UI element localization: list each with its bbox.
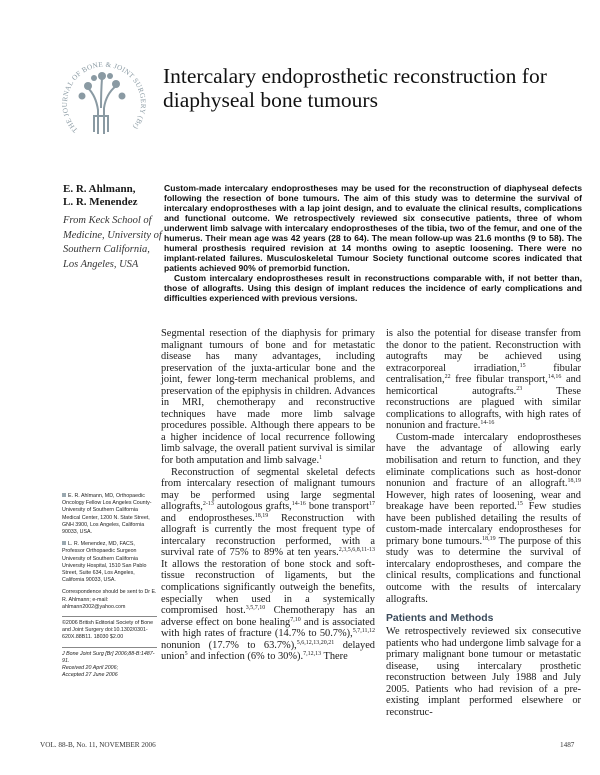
reference-superscript: 18,19 xyxy=(567,478,581,485)
bullet-square-icon xyxy=(62,493,66,497)
article-title: Intercalary endoprosthetic reconstruction for diaphyseal bone tumours xyxy=(163,64,547,112)
author-note: E. R. Ahlmann, MD, Orthopaedic Oncology Fellow Los Angeles County-University of Southern California Medical Center, 1200 N. State Street, GNH 3900, Los Angeles, California 90033, USA. xyxy=(62,493,152,536)
section-heading: Patients and Methods xyxy=(386,613,494,625)
accepted-date: Accepted 27 June 2006 xyxy=(62,672,118,679)
body-paragraph: We retrospectively reviewed six consecutive patients who had undergone limb salvage for a primary malignant bone tumour or metastatic disease, using intercalary prosthetic reconstruction between July 1988 and July 2005. Patients who had revision of a pre-existing implant performed elsewhere or reconstruc- xyxy=(386,626,581,718)
body-column-left xyxy=(161,328,375,663)
reference-superscript: 7,12,13 xyxy=(303,651,322,658)
reference-superscript: 2-13 xyxy=(202,501,214,508)
author-name: L. R. Menendez xyxy=(63,196,138,208)
reference-superscript: 15 xyxy=(516,501,523,508)
reference-superscript: 14,16 xyxy=(547,374,562,381)
body-column-right xyxy=(386,328,581,719)
body-paragraph: Segmental resection of the diaphysis for primary malignant tumours of bone and for metastatic disease has many advantages, including preservation of the juxta-articular bone and the joint, fewer long-term mechanical problems, and preservation of the epiphysis in children. Advances in MRI, chemotherapy and reconstructive techniques have made more limb salvage procedures possible. Although there appears to be a higher incidence of local recurrence following limb salvage, the overall patient survival is similar for both amputation and limb salvage.$^1$ xyxy=(161,328,375,467)
author-notes xyxy=(62,493,157,679)
reference-superscript: 3,5,7,10 xyxy=(245,605,266,612)
citation: J Bone Joint Surg [Br] 2006;88-B:1487-91. xyxy=(62,650,155,664)
abstract-paragraph: Custom intercalary endoprostheses result in reconstructions comparable with, if not better than, those of allografts. Using this design of implant reduces the incidence of early complications and difficulties experienced with previous versions. xyxy=(164,273,582,303)
reference-superscript: 7,10 xyxy=(290,616,301,623)
abstract-paragraph: Custom-made intercalary endoprostheses may be used for the reconstruction of diaphyseal defects following the resection of bone tumours. The aim of this study was to determine the survival of intercalary endoprostheses with a lap joint design, and to evaluate the clinical results, complications and functional outcome. We retrospectively reviewed six consecutive patients, three of whom underwent limb salvage with intercalary endoprostheses of the tibia, two of the femur, and one of the humerus. Their mean age was 42 years (28 to 64). The mean follow-up was 21.6 months (9 to 58). The humeral prosthesis required revision at 14 months owing to aseptic loosening. There were no implant-related failures. Musculoskeletal Tumour Society functional outcome scores indicated that patients achieved 90% of premorbid function. xyxy=(164,183,582,273)
received-date: Received 20 April 2006; xyxy=(62,665,119,672)
reference-superscript: 14-16 xyxy=(291,501,306,508)
reference-superscript: 15 xyxy=(519,362,526,369)
reference-superscript: 2,3,5,6,8,11-13 xyxy=(338,547,375,554)
author-name: E. R. Ahlmann, xyxy=(63,183,136,195)
reference-superscript: 17 xyxy=(369,501,375,508)
reference-superscript: 22 xyxy=(444,374,451,381)
journal-logo xyxy=(58,52,148,142)
reference-superscript: 5,7,11,12 xyxy=(352,628,375,635)
footer-volume: VOL. 88-B, No. 11, NOVEMBER 2006 xyxy=(40,741,156,749)
page-number: 1487 xyxy=(560,741,575,749)
reference-superscript: 14-16 xyxy=(480,420,495,427)
reference-superscript: 5 xyxy=(184,651,188,658)
copyright-note: ©2006 British Editorial Society of Bone and Joint Surgery doi:10.1302/0301-620X.88B11. 18030 $2.00 xyxy=(62,616,157,642)
reference-superscript: 18,19 xyxy=(254,512,269,519)
reference-superscript: 23 xyxy=(516,385,523,392)
correspondence-note: Correspondence should be sent to Dr E. R. Ahlmann; e-mail: ahlmann2002@yahoo.com xyxy=(62,589,157,610)
reference-superscript: 1 xyxy=(319,455,323,462)
abstract xyxy=(164,183,582,303)
author-note: L. R. Menendez, MD, FACS, Professor Orthopaedic Surgeon University of Southern California University Hospital, 1510 San Pablo Street, Suite 634, Los Angeles, California 90033, USA. xyxy=(62,541,147,584)
body-paragraph: is also the potential for disease transfer from the donor to the patient. Reconstruction with autografts may be achieved using extracorporeal irradiation,$^{15}$ fibular centralisation,$^{22}$ free fibular transport,$^{14,16}$ and hemicortical autografts.$^{23}$ These reconstructions are plagued with similar complications to allografts, with high rates of nonunion and fracture.$^{14-16}$ xyxy=(386,328,582,432)
reference-superscript: 18,19 xyxy=(482,535,496,542)
author-list xyxy=(63,183,163,209)
affiliation: From Keck School of Medicine, University of Southern California, Los Angeles, USA xyxy=(63,215,162,270)
body-paragraph: Custom-made intercalary endoprostheses have the advantage of allowing early mobilisation and return to function, and they eliminate complications such as host-donor nonunion and fracture of an allograft.$^{18,19}$ However, high rates of loosening, wear and breakage have been reported.$^{15}$ Few studies have been published detailing the results of custom-made intercalary endoprostheses for primary bone tumours.$^{18,19}$ The purpose of this study was to determine the survival of intercalary endoprostheses, and compare the clinical results, complications and functional outcome with the results of intercalary allografts. xyxy=(386,431,581,605)
bullet-square-icon xyxy=(62,541,66,545)
svg-text:THE JOURNAL OF BONE & JOINT SU: THE JOURNAL OF BONE & JOINT SURGERY (Br) xyxy=(60,60,148,135)
body-paragraph: Reconstruction of segmental skeletal defects from intercalary resection of malignant tumours may be performed using large segmental allografts,$^{2-13}$ autologous grafts,$^{14-16}$ bone transport$^{17}$ and endoprostheses.$^{18,19}$ Reconstruction with allograft is currently the most frequent type of intercalary reconstruction performed, with a survival rate of 75% to 89% at ten years.$^{2,3,5,6,8,11-13}$ It allows the restoration of bone stock and soft-tissue reconstruction of ligaments, but the complications significantly outweigh the benefits, especially when used in a systemically compromised host.$^{3,5,7,10}$ Chemotherapy has an adverse effect on bone healing$^{7,10}$ and is associated with high rates of fracture (14.7% to 50.7%),$^{5,7,11,12}$ nonunion (17.7% to 63.7%),$^{5,6,12,13,20,21}$ delayed union$^5$ and infection (6% to 30%).$^{7,12,13}$ There xyxy=(161,466,376,663)
reference-superscript: 5,6,12,13,20,21 xyxy=(296,639,335,646)
